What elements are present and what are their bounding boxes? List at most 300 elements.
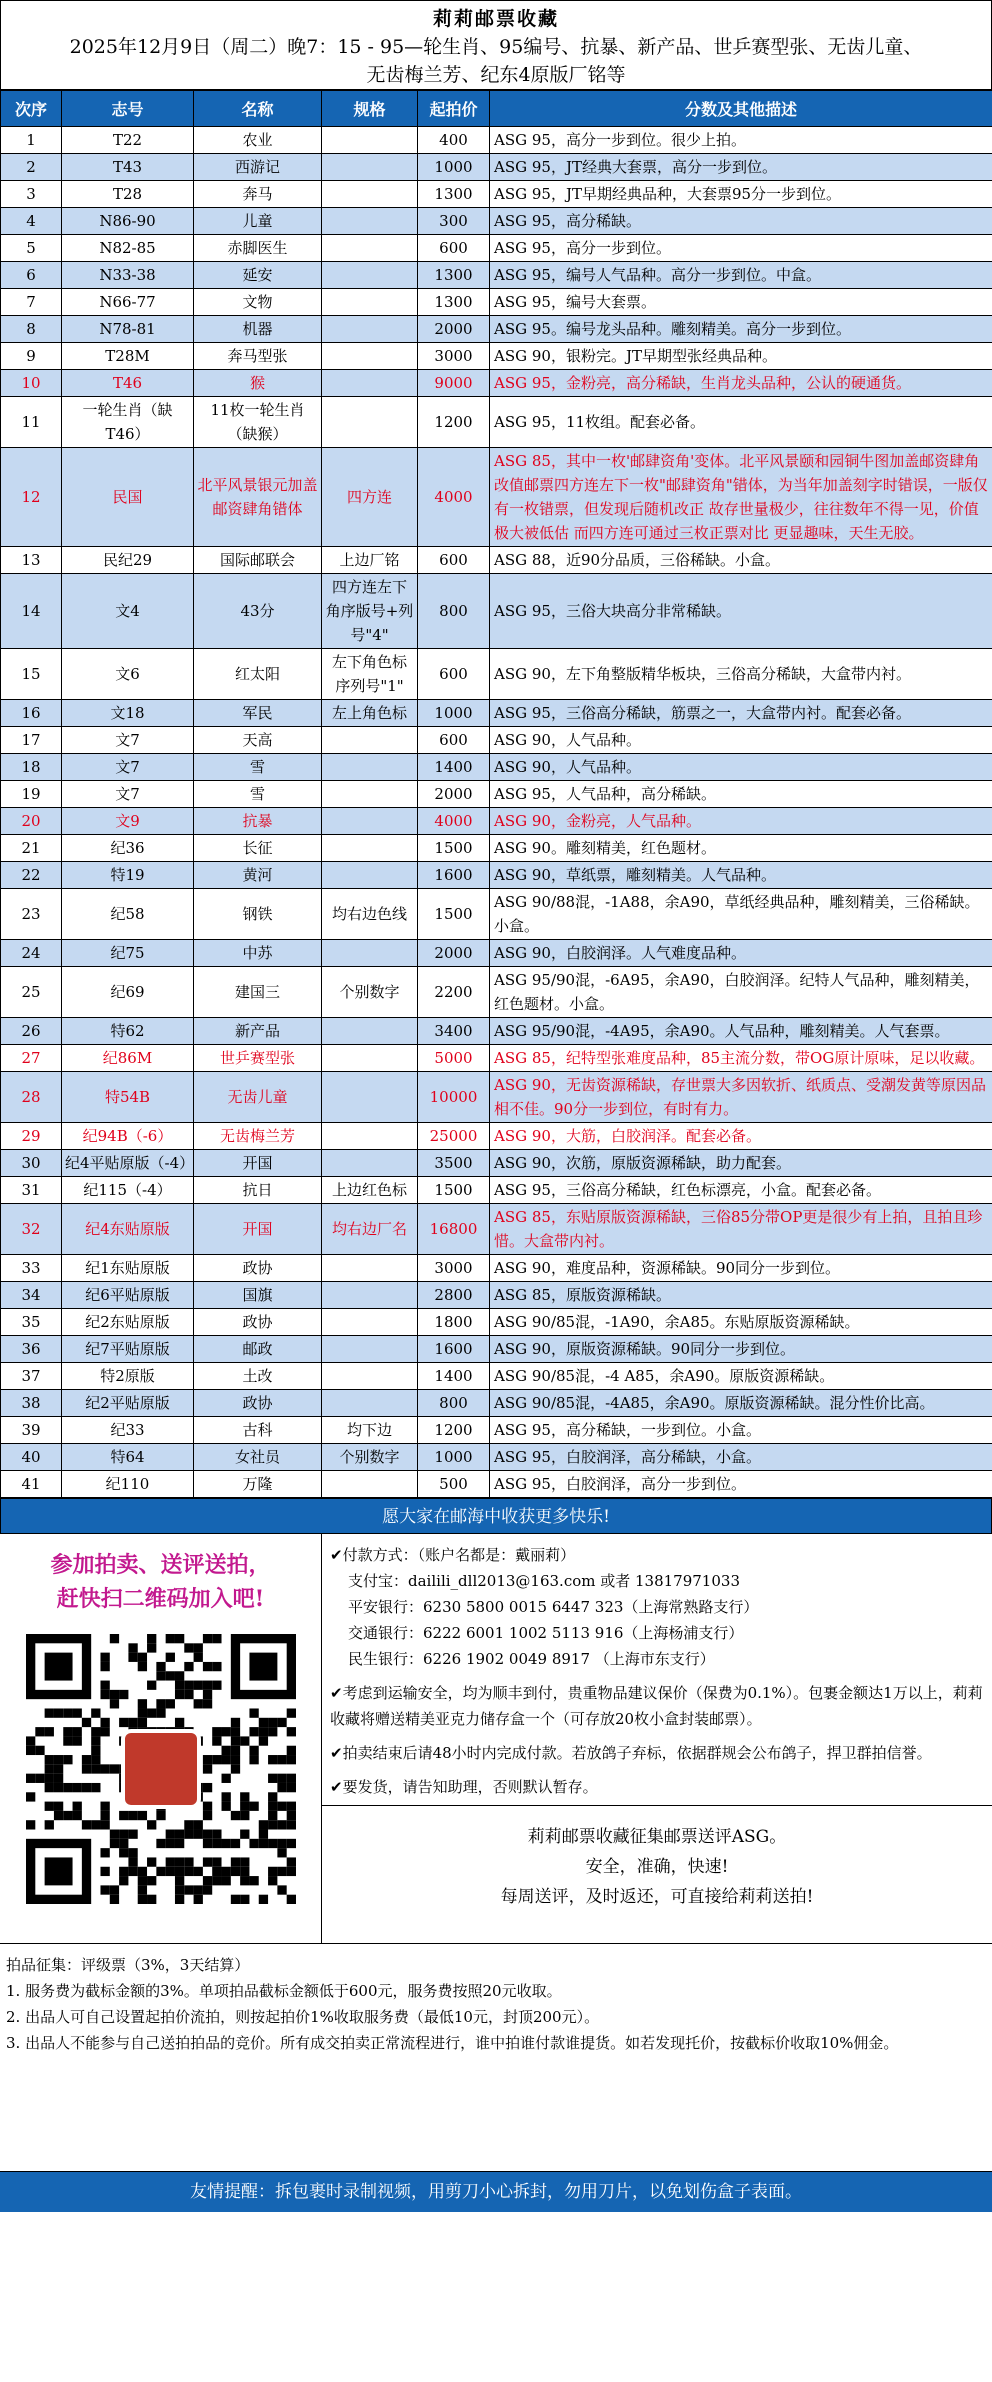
- lot-code: 文6: [62, 649, 194, 700]
- lot-number: 12: [1, 448, 62, 547]
- lot-number: 29: [1, 1123, 62, 1150]
- assessment-line-3: 每周送评，及时返还，可直接给莉莉送拍!: [500, 1887, 814, 1907]
- lot-spec: [322, 1390, 418, 1417]
- lot-code: 纪36: [62, 835, 194, 862]
- col-header-spec: 规格: [322, 91, 418, 127]
- lot-spec: 四方连: [322, 448, 418, 547]
- lot-number: 32: [1, 1204, 62, 1255]
- lot-number: 7: [1, 289, 62, 316]
- lot-description: ASG 95，白胶润泽，高分稀缺，小盒。: [490, 1444, 992, 1471]
- lot-description: ASG 90，金粉亮，人气品种。: [490, 808, 992, 835]
- lot-name: 政协: [194, 1255, 322, 1282]
- qr-code[interactable]: [26, 1634, 296, 1904]
- lot-name: 文物: [194, 289, 322, 316]
- col-header-name: 名称: [194, 91, 322, 127]
- lot-number: 5: [1, 235, 62, 262]
- lot-code: T22: [62, 127, 194, 154]
- lot-code: 文18: [62, 700, 194, 727]
- lot-name: 43分: [194, 574, 322, 649]
- lot-price: 4000: [418, 448, 490, 547]
- table-row: [1, 574, 992, 649]
- account-value: 6230 5800 0015 6447 323（上海常熟路支行）: [423, 1598, 759, 1616]
- lot-price: 800: [418, 574, 490, 649]
- account-label: 民生银行：: [348, 1650, 424, 1668]
- lot-description: ASG 95，JT早期经典品种，大套票95分一步到位。: [490, 181, 992, 208]
- lot-price: 1400: [418, 1363, 490, 1390]
- lot-description: ASG 95，三俗大块高分非常稀缺。: [490, 574, 992, 649]
- lot-name: 抗暴: [194, 808, 322, 835]
- lot-number: 15: [1, 649, 62, 700]
- lot-number: 9: [1, 343, 62, 370]
- table-row: [1, 370, 992, 397]
- lot-code: 纪33: [62, 1417, 194, 1444]
- lot-name: 女社员: [194, 1444, 322, 1471]
- table-row: [1, 181, 992, 208]
- col-header-number: 次序: [1, 91, 62, 127]
- payment-accounts: [330, 1568, 984, 1672]
- table-row: [1, 1072, 992, 1123]
- lot-name: 红太阳: [194, 649, 322, 700]
- lot-name: 长征: [194, 835, 322, 862]
- lot-code: N78-81: [62, 316, 194, 343]
- lot-description: ASG 95，人气品种，高分稀缺。: [490, 781, 992, 808]
- lot-name: 黄河: [194, 862, 322, 889]
- lot-name: 新产品: [194, 1018, 322, 1045]
- lot-number: 28: [1, 1072, 62, 1123]
- account-label: 交通银行：: [348, 1624, 424, 1642]
- lot-code: T46: [62, 370, 194, 397]
- lot-spec: [322, 1336, 418, 1363]
- lot-description: ASG 90，白胶润泽。人气难度品种。: [490, 940, 992, 967]
- lot-name: 政协: [194, 1309, 322, 1336]
- lot-price: 2800: [418, 1282, 490, 1309]
- rules-list: [6, 1978, 986, 2056]
- blessing-banner: 愿大家在邮海中收获更多快乐!: [0, 1498, 992, 1534]
- lot-number: 23: [1, 889, 62, 940]
- promo-line-1: 参加拍卖、送评送拍，: [50, 1552, 271, 1578]
- lot-description: ASG 95，白胶润泽，高分一步到位。: [490, 1471, 992, 1498]
- table-row: [1, 781, 992, 808]
- table-row: [1, 649, 992, 700]
- lot-number: 19: [1, 781, 62, 808]
- lot-spec: [322, 1363, 418, 1390]
- lot-price: 5000: [418, 1045, 490, 1072]
- lot-description: ASG 95，三俗高分稀缺，筋票之一，大盒带内衬。配套必备。: [490, 700, 992, 727]
- table-row: [1, 547, 992, 574]
- lot-table: [0, 90, 992, 1498]
- lot-description: ASG 95，三俗高分稀缺，红色标漂亮，小盒。配套必备。: [490, 1177, 992, 1204]
- lot-price: 1600: [418, 1336, 490, 1363]
- lot-spec: [322, 181, 418, 208]
- lot-spec: 上边红色标: [322, 1177, 418, 1204]
- table-row: [1, 808, 992, 835]
- lot-number: 38: [1, 1390, 62, 1417]
- lot-code: N66-77: [62, 289, 194, 316]
- lot-spec: [322, 940, 418, 967]
- lot-name: 万隆: [194, 1471, 322, 1498]
- lot-name: 钢铁: [194, 889, 322, 940]
- lot-description: ASG 90，难度品种，资源稀缺。90同分一步到位。: [490, 1255, 992, 1282]
- table-row: [1, 1363, 992, 1390]
- lot-name: 雪: [194, 781, 322, 808]
- payment-note: ✔拍卖结束后请48小时内完成付款。若放鸽子弃标，依据群规会公布鸽子，捍卫群拍信誉。: [330, 1744, 932, 1762]
- account-value: 6226 1902 0049 8917 （上海市东支行）: [423, 1650, 715, 1668]
- lot-description: ASG 95，金粉亮，高分稀缺，生肖龙头品种，公认的硬通货。: [490, 370, 992, 397]
- lot-number: 24: [1, 940, 62, 967]
- table-row: [1, 316, 992, 343]
- lot-spec: [322, 370, 418, 397]
- table-row: [1, 727, 992, 754]
- lot-number: 10: [1, 370, 62, 397]
- lot-code: 文4: [62, 574, 194, 649]
- lot-name: 古科: [194, 1417, 322, 1444]
- lot-description: ASG 85，其中一枚'邮肆资角'变体。北平风景颐和园铜牛图加盖邮资肆角改值邮票四方连左下一枚"邮肆资角"错体，为当年加盖刻字时错误，一版仅有一枚错票，但发现后随机改正 故存世量极少，往往数年不得一见，价值极大被低估 而四方连可通过三枚正票对比 更显趣味，天生无胶。: [490, 448, 992, 547]
- table-row: [1, 448, 992, 547]
- lot-name: 开国: [194, 1204, 322, 1255]
- table-row: [1, 1177, 992, 1204]
- table-row: [1, 289, 992, 316]
- lot-code: N82-85: [62, 235, 194, 262]
- lot-code: 纪94B（-6）: [62, 1123, 194, 1150]
- lot-name: 农业: [194, 127, 322, 154]
- lot-name: 北平风景银元加盖邮资肆角错体: [194, 448, 322, 547]
- auction-topics-line: 无齿梅兰芳、纪东4原版厂铭等: [366, 64, 626, 86]
- lot-name: 延安: [194, 262, 322, 289]
- lot-number: 2: [1, 154, 62, 181]
- lot-price: 1200: [418, 1417, 490, 1444]
- lot-spec: [322, 754, 418, 781]
- table-row: [1, 889, 992, 940]
- lot-price: 2000: [418, 316, 490, 343]
- lot-name: 儿童: [194, 208, 322, 235]
- lot-number: 37: [1, 1363, 62, 1390]
- payment-heading: ✔付款方式：（账户名都是：戴丽莉）: [330, 1546, 576, 1564]
- lot-description: ASG 90，草纸票，雕刻精美。人气品种。: [490, 862, 992, 889]
- lot-spec: 四方连左下角序版号+列号"4": [322, 574, 418, 649]
- lot-code: T43: [62, 154, 194, 181]
- lot-name: 军民: [194, 700, 322, 727]
- table-row: [1, 343, 992, 370]
- lot-price: 1000: [418, 154, 490, 181]
- table-row: [1, 1417, 992, 1444]
- lot-price: 600: [418, 235, 490, 262]
- lot-number: 16: [1, 700, 62, 727]
- lot-price: 1600: [418, 862, 490, 889]
- lot-price: 500: [418, 1471, 490, 1498]
- table-row: [1, 235, 992, 262]
- table-row: [1, 262, 992, 289]
- payment-notes: [330, 1680, 984, 1800]
- lot-name: 无齿梅兰芳: [194, 1123, 322, 1150]
- lot-name: 开国: [194, 1150, 322, 1177]
- table-header-row: [1, 91, 992, 127]
- lot-spec: 均下边: [322, 1417, 418, 1444]
- lot-number: 4: [1, 208, 62, 235]
- lot-price: 600: [418, 547, 490, 574]
- lot-name: 土改: [194, 1363, 322, 1390]
- rule-item: 2. 出品人可自己设置起拍价流拍，则按起拍价1%收取服务费（最低10元，封顶200元）。: [6, 2008, 600, 2026]
- lot-spec: 个别数字: [322, 967, 418, 1018]
- lot-description: ASG 95，JT经典大套票，高分一步到位。: [490, 154, 992, 181]
- payment-account: [330, 1594, 984, 1620]
- lot-number: 11: [1, 397, 62, 448]
- lot-number: 3: [1, 181, 62, 208]
- lot-description: ASG 95，编号人气品种。高分一步到位。中盒。: [490, 262, 992, 289]
- lot-price: 1500: [418, 1177, 490, 1204]
- lot-name: 猴: [194, 370, 322, 397]
- payment-account: [330, 1568, 984, 1594]
- payment-panel: [322, 1534, 992, 1943]
- lot-name: 邮政: [194, 1336, 322, 1363]
- lot-spec: [322, 781, 418, 808]
- footer-reminder: 友情提醒：拆包裹时录制视频，用剪刀小心拆封，勿用刀片，以免划伤盒子表面。: [0, 2172, 992, 2212]
- lot-code: 一轮生肖（缺T46）: [62, 397, 194, 448]
- lot-code: T28: [62, 181, 194, 208]
- lot-price: 1300: [418, 262, 490, 289]
- lot-number: 36: [1, 1336, 62, 1363]
- lot-code: 纪4东贴原版: [62, 1204, 194, 1255]
- lot-description: ASG 90/85混，-1A90，余A85。东贴原版资源稀缺。: [490, 1309, 992, 1336]
- lot-number: 13: [1, 547, 62, 574]
- lot-table-body: [1, 127, 992, 1498]
- lot-name: 奔马型张: [194, 343, 322, 370]
- table-row: [1, 1309, 992, 1336]
- lot-description: ASG 90。雕刻精美，红色题材。: [490, 835, 992, 862]
- lot-name: 中苏: [194, 940, 322, 967]
- payment-note: ✔考虑到运输安全，均为顺丰到付，贵重物品建议保价（保费为0.1%）。包裹金额达1万以上，莉莉收藏将赠送精美亚克力储存盒一个（可存放20枚小盒封装邮票）。: [330, 1684, 983, 1728]
- lot-number: 1: [1, 127, 62, 154]
- title-block: [0, 0, 992, 90]
- lot-spec: [322, 1255, 418, 1282]
- table-row: [1, 862, 992, 889]
- lot-code: 文9: [62, 808, 194, 835]
- lot-name: 无齿儿童: [194, 1072, 322, 1123]
- lot-description: ASG 90，次筋，原版资源稀缺，助力配套。: [490, 1150, 992, 1177]
- lot-name: 机器: [194, 316, 322, 343]
- lot-price: 1300: [418, 181, 490, 208]
- table-row: [1, 940, 992, 967]
- lot-code: 纪69: [62, 967, 194, 1018]
- table-row: [1, 127, 992, 154]
- lot-code: N86-90: [62, 208, 194, 235]
- lot-spec: [322, 154, 418, 181]
- table-row: [1, 1255, 992, 1282]
- lot-spec: [322, 1045, 418, 1072]
- lot-spec: [322, 397, 418, 448]
- table-row: [1, 754, 992, 781]
- lot-description: ASG 95。编号龙头品种。雕刻精美。高分一步到位。: [490, 316, 992, 343]
- lot-price: 1500: [418, 889, 490, 940]
- lot-code: 特54B: [62, 1072, 194, 1123]
- lot-price: 10000: [418, 1072, 490, 1123]
- lot-description: ASG 95/90混，-4A95，余A90。人气品种，雕刻精美。人气套票。: [490, 1018, 992, 1045]
- lot-description: ASG 90/88混，-1A88，余A90，草纸经典品种，雕刻精美，三俗稀缺。小盒。: [490, 889, 992, 940]
- lot-price: 300: [418, 208, 490, 235]
- lot-name: 西游记: [194, 154, 322, 181]
- table-row: [1, 1390, 992, 1417]
- lot-code: 民纪29: [62, 547, 194, 574]
- lot-code: 纪1东贴原版: [62, 1255, 194, 1282]
- lot-number: 21: [1, 835, 62, 862]
- lot-description: ASG 95，高分一步到位。很少上拍。: [490, 127, 992, 154]
- table-row: [1, 1204, 992, 1255]
- lot-price: 600: [418, 649, 490, 700]
- lot-code: 纪7平贴原版: [62, 1336, 194, 1363]
- lot-spec: 个别数字: [322, 1444, 418, 1471]
- lot-price: 3000: [418, 1255, 490, 1282]
- lot-name: 11枚一轮生肖（缺猴）: [194, 397, 322, 448]
- table-row: [1, 1123, 992, 1150]
- payment-account: [330, 1620, 984, 1646]
- lot-price: 1800: [418, 1309, 490, 1336]
- lot-number: 17: [1, 727, 62, 754]
- lot-name: 天高: [194, 727, 322, 754]
- lot-name: 国际邮联会: [194, 547, 322, 574]
- lot-spec: 上边厂铭: [322, 547, 418, 574]
- lot-number: 6: [1, 262, 62, 289]
- lot-number: 20: [1, 808, 62, 835]
- table-row: [1, 1282, 992, 1309]
- lot-number: 22: [1, 862, 62, 889]
- lot-price: 3400: [418, 1018, 490, 1045]
- table-row: [1, 397, 992, 448]
- payment-account: [330, 1646, 984, 1672]
- col-header-code: 志号: [62, 91, 194, 127]
- lot-number: 26: [1, 1018, 62, 1045]
- account-value: dailili_dll2013@163.com 或者 13817971033: [408, 1572, 740, 1590]
- lot-number: 25: [1, 967, 62, 1018]
- lot-number: 18: [1, 754, 62, 781]
- info-section: [0, 1534, 992, 1944]
- lot-name: 奔马: [194, 181, 322, 208]
- payment-note: ✔要发货，请告知助理，否则默认暂存。: [330, 1778, 598, 1796]
- lot-code: 纪6平贴原版: [62, 1282, 194, 1309]
- lot-description: ASG 90/85混，-4A85，余A90。原版资源稀缺。混分性价比高。: [490, 1390, 992, 1417]
- lot-price: 1300: [418, 289, 490, 316]
- lot-spec: 左下角色标序列号"1": [322, 649, 418, 700]
- lot-code: 纪58: [62, 889, 194, 940]
- lot-code: 文7: [62, 754, 194, 781]
- lot-description: ASG 90，银粉完。JT早期型张经典品种。: [490, 343, 992, 370]
- lot-number: 40: [1, 1444, 62, 1471]
- table-row: [1, 835, 992, 862]
- assessment-line-2: 安全，准确，快速!: [585, 1857, 729, 1877]
- lot-name: 政协: [194, 1390, 322, 1417]
- lot-code: 纪115（-4）: [62, 1177, 194, 1204]
- promo-panel: [0, 1534, 322, 1943]
- lot-description: ASG 95，11枚组。配套必备。: [490, 397, 992, 448]
- account-label: 平安银行：: [348, 1598, 424, 1616]
- page-title: 莉莉邮票收藏: [432, 8, 559, 30]
- lot-name: 雪: [194, 754, 322, 781]
- lot-description: ASG 90，人气品种。: [490, 754, 992, 781]
- table-row: [1, 154, 992, 181]
- lot-description: ASG 95，高分一步到位。: [490, 235, 992, 262]
- payment-info: [322, 1534, 992, 1806]
- lot-spec: 均右边色线: [322, 889, 418, 940]
- lot-code: 特2原版: [62, 1363, 194, 1390]
- lot-code: 纪86M: [62, 1045, 194, 1072]
- lot-code: 纪75: [62, 940, 194, 967]
- lot-number: 8: [1, 316, 62, 343]
- lot-code: 文7: [62, 727, 194, 754]
- lot-spec: [322, 1309, 418, 1336]
- auction-date-line: 2025年12月9日（周二）晚7：15 - 95—轮生肖、95编号、抗暴、新产品、世乒赛型张、无齿儿童、: [69, 36, 923, 58]
- lot-price: 1000: [418, 700, 490, 727]
- lot-description: ASG 90，人气品种。: [490, 727, 992, 754]
- rule-item: 3. 出品人不能参与自己送拍拍品的竞价。所有成交拍卖正常流程进行，谁中拍谁付款谁提货。如若发现托价，按截标价收取10%佣金。: [6, 2034, 899, 2052]
- rule-item: 1. 服务费为截标金额的3%。单项拍品截标金额低于600元，服务费按照20元收取。: [6, 1982, 562, 2000]
- lot-name: 国旗: [194, 1282, 322, 1309]
- lot-code: 文7: [62, 781, 194, 808]
- qr-logo-icon: [121, 1729, 201, 1809]
- lot-code: 纪2平贴原版: [62, 1390, 194, 1417]
- lot-spec: [322, 208, 418, 235]
- lot-spec: [322, 1123, 418, 1150]
- lot-number: 14: [1, 574, 62, 649]
- table-row: [1, 1336, 992, 1363]
- lot-price: 1400: [418, 754, 490, 781]
- lot-name: 世乒赛型张: [194, 1045, 322, 1072]
- lot-spec: 左上角色标: [322, 700, 418, 727]
- table-row: [1, 1471, 992, 1498]
- lot-price: 1500: [418, 835, 490, 862]
- lot-code: 纪4平贴原版（-4）: [62, 1150, 194, 1177]
- lot-price: 400: [418, 127, 490, 154]
- col-header-description: 分数及其他描述: [490, 91, 992, 127]
- lot-number: 27: [1, 1045, 62, 1072]
- lot-number: 39: [1, 1417, 62, 1444]
- lot-spec: [322, 1018, 418, 1045]
- lot-number: 33: [1, 1255, 62, 1282]
- lot-code: N33-38: [62, 262, 194, 289]
- lot-spec: [322, 1150, 418, 1177]
- lot-description: ASG 85，纪特型张难度品种，85主流分数，带OG原计原味，足以收藏。: [490, 1045, 992, 1072]
- col-header-price: 起拍价: [418, 91, 490, 127]
- lot-spec: [322, 835, 418, 862]
- lot-spec: [322, 127, 418, 154]
- lot-code: 民国: [62, 448, 194, 547]
- lot-price: 16800: [418, 1204, 490, 1255]
- lot-spec: [322, 1072, 418, 1123]
- lot-price: 1000: [418, 1444, 490, 1471]
- table-row: [1, 1045, 992, 1072]
- rules-heading: 拍品征集：评级票（3%，3天结算）: [6, 1956, 250, 1974]
- lot-description: ASG 85，东贴原版资源稀缺，三俗85分带OP更是很少有上拍，且拍且珍惜。大盒带内衬。: [490, 1204, 992, 1255]
- lot-name: 建国三: [194, 967, 322, 1018]
- account-label: 支付宝：: [348, 1572, 409, 1590]
- promo-line-2: 赶快扫二维码加入吧!: [56, 1586, 265, 1612]
- lot-description: ASG 90，左下角整版精华板块，三俗高分稀缺，大盒带内衬。: [490, 649, 992, 700]
- lot-description: ASG 95，高分稀缺，一步到位。小盒。: [490, 1417, 992, 1444]
- lot-description: ASG 88，近90分品质，三俗稀缺。小盒。: [490, 547, 992, 574]
- lot-price: 800: [418, 1390, 490, 1417]
- table-row: [1, 1150, 992, 1177]
- lot-price: 9000: [418, 370, 490, 397]
- lot-spec: [322, 343, 418, 370]
- lot-number: 30: [1, 1150, 62, 1177]
- lot-number: 41: [1, 1471, 62, 1498]
- lot-code: T28M: [62, 343, 194, 370]
- table-row: [1, 208, 992, 235]
- table-row: [1, 1018, 992, 1045]
- lot-price: 2000: [418, 940, 490, 967]
- lot-price: 3500: [418, 1150, 490, 1177]
- table-row: [1, 1444, 992, 1471]
- lot-code: 特62: [62, 1018, 194, 1045]
- lot-number: 34: [1, 1282, 62, 1309]
- lot-code: 纪2东贴原版: [62, 1309, 194, 1336]
